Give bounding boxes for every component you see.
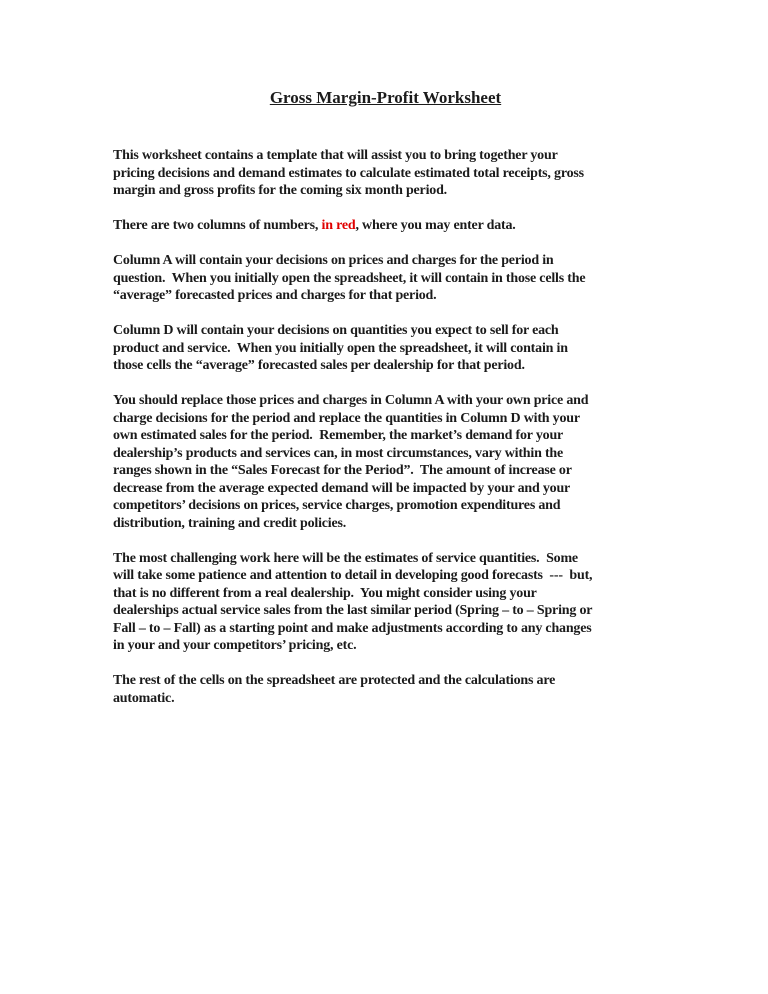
text-line: will take some patience and attention to detail in developing good forecasts --- but, [113,568,593,583]
text-line: ranges shown in the “Sales Forecast for the Period”. The amount of increase or [113,463,572,478]
text-line: product and service. When you initially open the spreadsheet, it will contain in [113,340,568,356]
text-line: You should replace those prices and charges in Column A with your own price and [113,393,589,408]
document-title: Gross Margin-Profit Worksheet [269,88,502,107]
text-line: own estimated sales for the period. Remember, the market’s demand for your [113,428,564,443]
text-line: decrease from the average expected demand will be impacted by your and your [113,480,571,496]
text-line: charge decisions for the period and replace the quantities in Column D with your [113,410,580,426]
text-line: “average” forecasted prices and charges for that period. [113,288,437,303]
text-line: This worksheet contains a template that will assist you to bring together your [113,148,558,163]
paragraph-service-estimates [113,550,658,655]
paragraph-intro [113,147,658,200]
paragraph-column-a [113,252,658,305]
paragraph-replace-values [113,392,658,532]
paragraph-protected-cells [113,672,658,707]
text-line: margin and gross profits for the coming six month period. [113,183,447,198]
text-line: Column D will contain your decisions on quantities you expect to sell for each [113,323,559,338]
text-line: competitors’ decisions on prices, service charges, promotion expenditures and [113,498,561,513]
text-line: in your and your competitors’ pricing, etc. [113,638,357,653]
text-line: The most challenging work here will be the estimates of service quantities. Some [113,550,578,566]
text-line: distribution, training and credit policies. [113,515,347,531]
text-line: The rest of the cells on the spreadsheet are protected and the calculations are [113,673,556,688]
paragraph-column-d [113,322,658,375]
paragraph-red-columns [113,217,658,235]
text-line: Fall – to – Fall) as a starting point and make adjustments according to any changes [113,620,592,636]
text-line: Column A will contain your decisions on prices and charges for the period in [113,253,554,268]
text-segment: There are two columns of numbers, [113,218,322,233]
text-line: pricing decisions and demand estimates to calculate estimated total receipts, gross [113,165,584,181]
text-line: those cells the “average” forecasted sales per dealership for that period. [113,358,525,373]
red-emphasis-text: in red [321,218,356,233]
text-line: automatic. [113,690,175,706]
text-line: dealership’s products and services can, in most circumstances, vary within the [113,445,564,461]
text-line: that is no different from a real dealership. You might consider using your [113,585,537,601]
text-line: dealerships actual service sales from the last similar period (Spring – to – Spring or [113,603,593,618]
text-line: question. When you initially open the spreadsheet, it will contain in those cells the [113,270,586,286]
text-segment: , where you may enter data. [355,218,516,233]
